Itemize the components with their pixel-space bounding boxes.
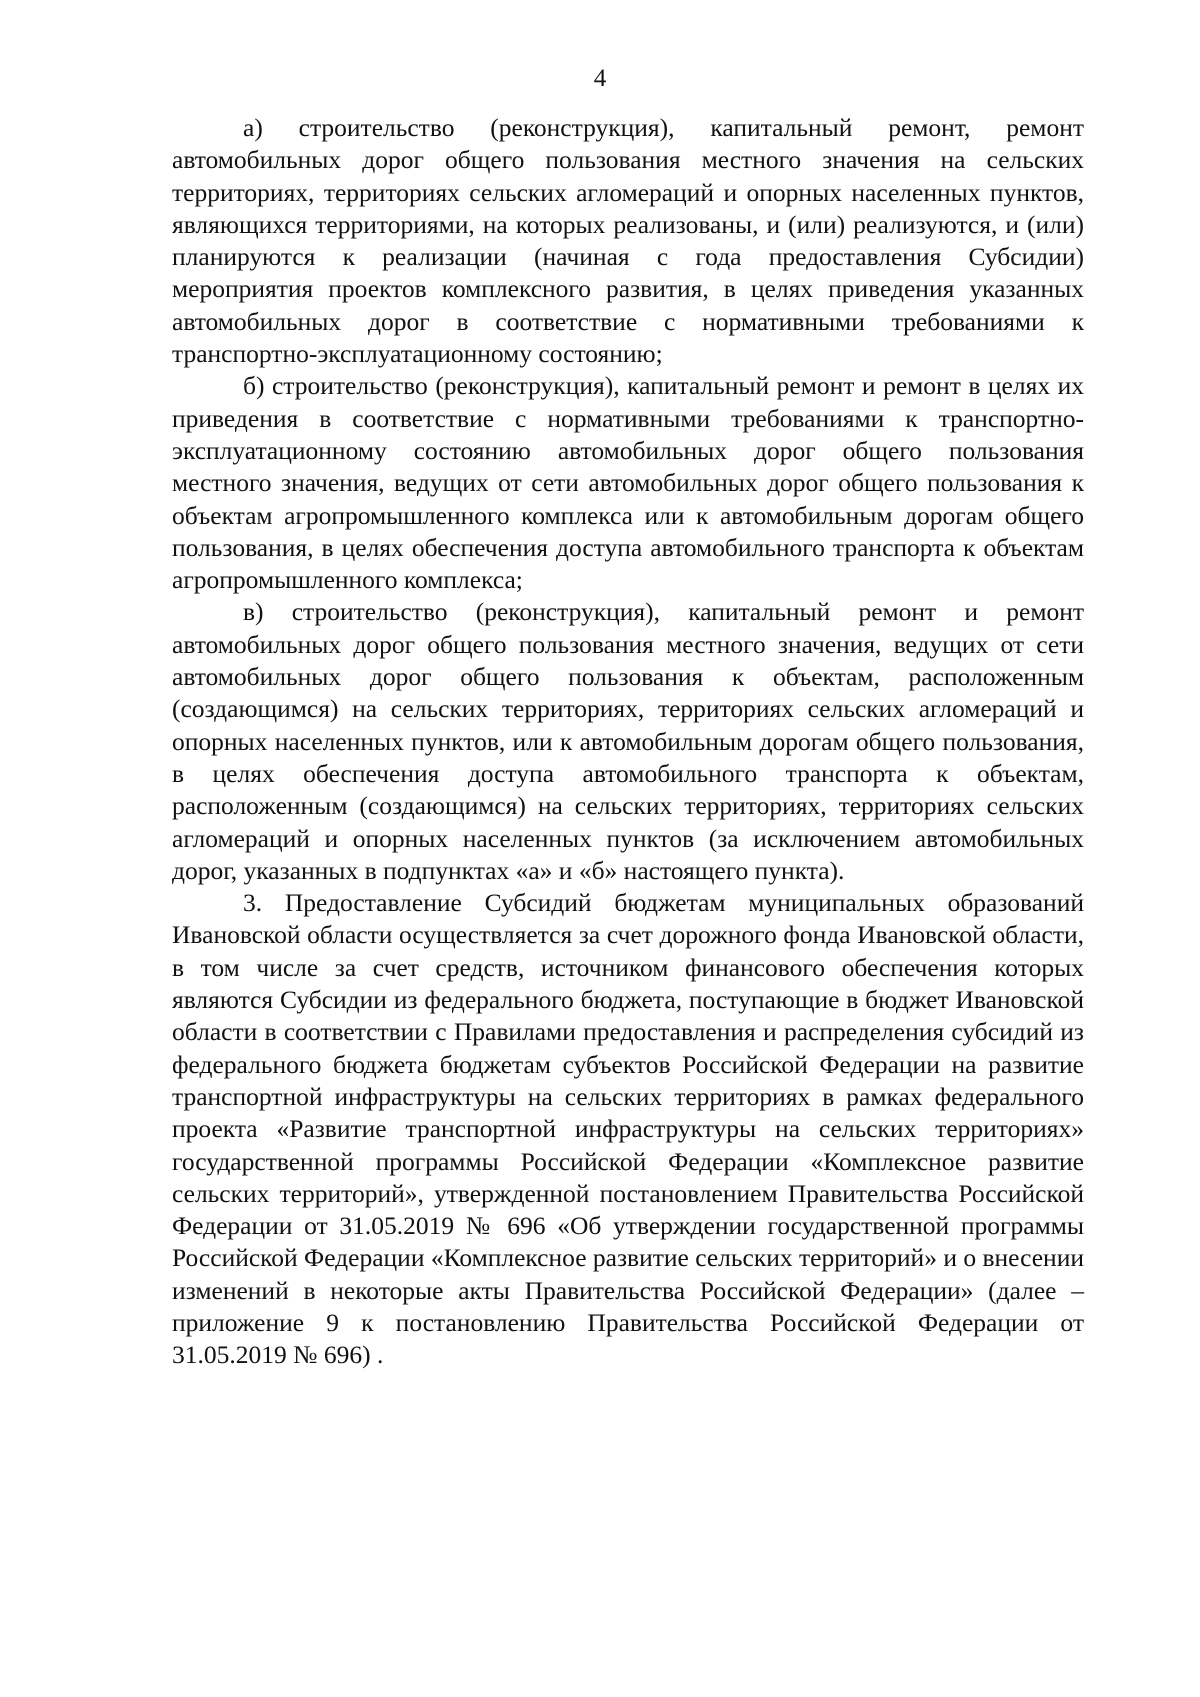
paragraph-subitem-b: б) строительство (реконструкция), капитальный ремонт и ремонт в целях их приведения в соответствие с нормативными требованиями к транспортно-эксплуатационному состоянию автомобильных дорог общего пользования местного значения, ведущих от сети автомобильных дорог общего пользования к объектам агропромышленного комплекса или к автомобильным дорогам общего пользования, в целях обеспечения доступа автомобильного транспорта к объектам агропромышленного комплекса; xyxy=(172,371,1084,595)
paragraph-item-3: 3. Предоставление Субсидий бюджетам муниципальных образований Ивановской области осуществляется за счет дорожного фонда Ивановской области, в том числе за счет средств, источником финансового обеспечения которых являются Субсидии из федерального бюджета, поступающие в бюджет Ивановской области в соответствии с Правилами предоставления и распределения субсидий из федерального бюджета бюджетам субъектов Российской Федерации на развитие транспортной инфраструктуры на сельских территориях в рамках федерального проекта «Развитие транспортной инфраструктуры на сельских территориях» государственной программы Российской Федерации «Комплексное развитие сельских территорий», утвержденной постановлением Правительства Российской Федерации от 31.05.2019 № 696 «Об утверждении государственной программы Российской Федерации «Комплексное развитие сельских территорий» и о внесении изменений в некоторые акты Правительства Российской Федерации» (далее – приложение 9 к постановлению Правительства Российской Федерации от 31.05.2019 № 696) . xyxy=(172,888,1084,1370)
page-number: 4 xyxy=(593,65,607,92)
paragraph-subitem-v: в) строительство (реконструкция), капитальный ремонт и ремонт автомобильных дорог общего пользования местного значения, ведущих от сети автомобильных дорог общего пользования к объектам, расположенным (создающимся) на сельских территориях, территориях сельских агломераций и опорных населенных пунктов, или к автомобильным дорогам общего пользования, в целях обеспечения доступа автомобильного транспорта к объектам, расположенным (создающимся) на сельских территориях, территориях сельских агломераций и опорных населенных пунктов (за исключением автомобильных дорог, указанных в подпунктах «а» и «б» настоящего пункта). xyxy=(172,597,1084,885)
paragraph-subitem-a: а) строительство (реконструкция), капитальный ремонт, ремонт автомобильных дорог общего пользования местного значения на сельских территориях, территориях сельских агломераций и опорных населенных пунктов, являющихся территориями, на которых реализованы, и (или) реализуются, и (или) планируются к реализации (начиная с года предоставления Субсидии) мероприятия проектов комплексного развития, в целях приведения указанных автомобильных дорог в соответствие с нормативными требованиями к транспортно-эксплуатационному состоянию; xyxy=(172,113,1084,369)
document-body xyxy=(172,112,1084,1372)
